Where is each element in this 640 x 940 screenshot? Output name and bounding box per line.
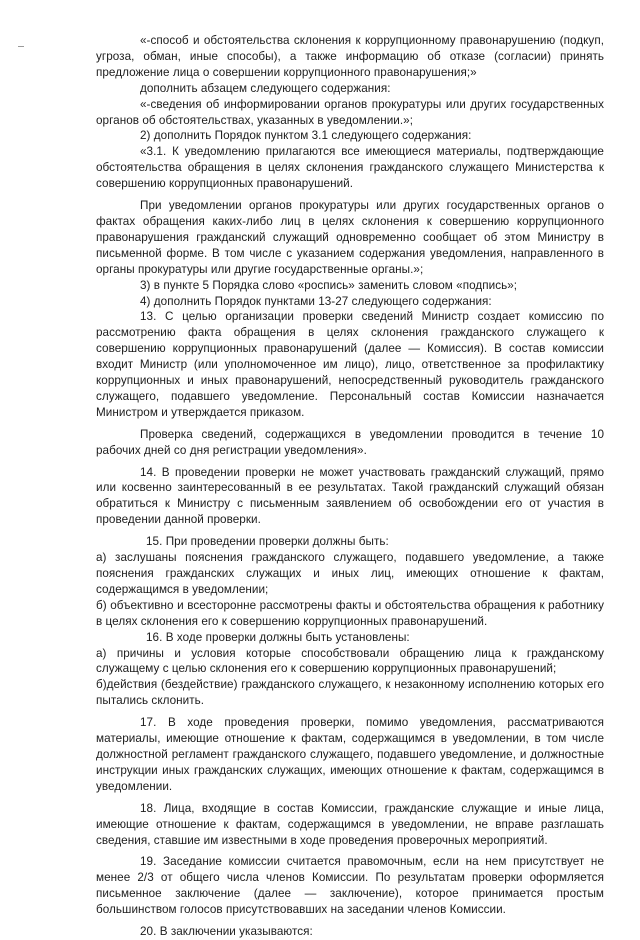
paragraph-point-16: 16. В ходе проверки должны быть установлены: [146,630,410,644]
paragraph-point-15: 15. При проведении проверки должны быть: [146,535,389,549]
paragraph-point-13: 13. С целью организации проверки сведений Министр создает комиссию по рассмотрению факта обращения в целях склонения гражданского служащего к совершению коррупционных правонарушений (далее — Комиссия). В состав комиссии входит Министр (или уполномоченное им лицо), лицо, ответственное за профилактику коррупционных и иных правонарушений, непосредственный руководитель гражданского служащего, подавшего уведомление. Персональный состав Комиссии назначается Министром и утверждается приказом. [96,310,604,419]
paragraph-point-19: 19. Заседание комиссии считается правомочным, если на нем присутствует не менее 2/3 от общего числа членов Комиссии. По результатам проверки оформляется письменное заключение (далее — заключение), которое принимается простым большинством голосов присутствовавших на заседании членов Комиссии. [96,855,604,917]
paragraph-point-18: 18. Лица, входящие в состав Комиссии, гражданские служащие и иные лица, имеющие отношение к фактам, содержащимся в уведомлении, не вправе разглашать сведения, ставшие им известными в ходе проведения проверочных мероприятий. [96,801,604,847]
paragraph-add-clause: дополнить абзацем следующего содержания: [140,81,391,95]
paragraph-point-16-a: а) причины и условия которые способствовали обращению лица к гражданскому служащему с целью склонения его к совершению коррупционных правонарушений; [96,646,604,676]
paragraph-notify-prosecutor: При уведомлении органов прокуратуры или других государственных органов о фактах обращения каких-либо лиц в целях склонения к совершению коррупционного правонарушения гражданский служащий одновременно сообщает об этом Министру в письменной форме. В том числе с указанием содержания уведомления, направленного в органы прокуратуры или другие государственные органы.»; [96,199,604,276]
paragraph-point-16-b: б)действия (бездействие) гражданского служащего, к незаконному исполнению которых его пытались склонить. [96,678,604,708]
paragraph-point-15-a: а) заслушаны пояснения гражданского служащего, подавшего уведомление, а также пояснения гражданских служащих и иных лиц, имеющих отношение к фактам, содержащимся в уведомлении; [96,551,604,596]
paragraph-prosecutor-info: «-сведения об информировании органов прокуратуры или других государственных органов об обстоятельствах, указанных в уведомлении.»; [96,97,604,127]
paragraph-method-clause: «-способ и обстоятельства склонения к коррупционному правонарушению (подкуп, угроза, обман, иные способы), а также информацию об отказе (согласии) принять предложение лица о совершении коррупционного правонарушения;» [96,34,604,79]
paragraph-point-17: 17. В ходе проведения проверки, помимо уведомления, рассматриваются материалы, имеющие отношение к фактам, содержащимся в уведомлении, в том числе должностной регламент гражданского служащего, подавшего уведомление, и должностные инструкции иных гражданских служащих, имеющих отношение к фактам, содержащимся в уведомлении. [96,716,604,793]
paragraph-item-3: 3) в пункте 5 Порядка слово «роспись» заменить словом «подпись»; [140,278,518,292]
document-body [96,33,604,940]
margin-mark [18,46,24,47]
paragraph-item-4: 4) дополнить Порядок пунктами 13-27 следующего содержания: [140,294,492,308]
paragraph-point-20: 20. В заключении указываются: [140,925,313,939]
paragraph-point-3-1: «3.1. К уведомлению прилагаются все имеющиеся материалы, подтверждающие обстоятельства обращения в целях склонения гражданского служащего Министерства к совершению коррупционных правонарушений. [96,145,604,191]
paragraph-verification-term: Проверка сведений, содержащихся в уведомлении проводится в течение 10 рабочих дней со дня регистрации уведомления». [96,427,604,457]
paragraph-point-15-b: б) объективно и всесторонне рассмотрены факты и обстоятельства обращения к работнику в целях склонения его к совершению коррупционных правонарушений. [96,598,604,628]
paragraph-item-2: 2) дополнить Порядок пунктом 3.1 следующего содержания: [140,129,472,143]
paragraph-point-14: 14. В проведении проверки не может участвовать гражданский служащий, прямо или косвенно заинтересованный в ее результатах. Такой гражданский служащий обязан обратиться к Министру с письменным заявлением об освобождении его от участия в проведении данной проверки. [96,465,604,527]
